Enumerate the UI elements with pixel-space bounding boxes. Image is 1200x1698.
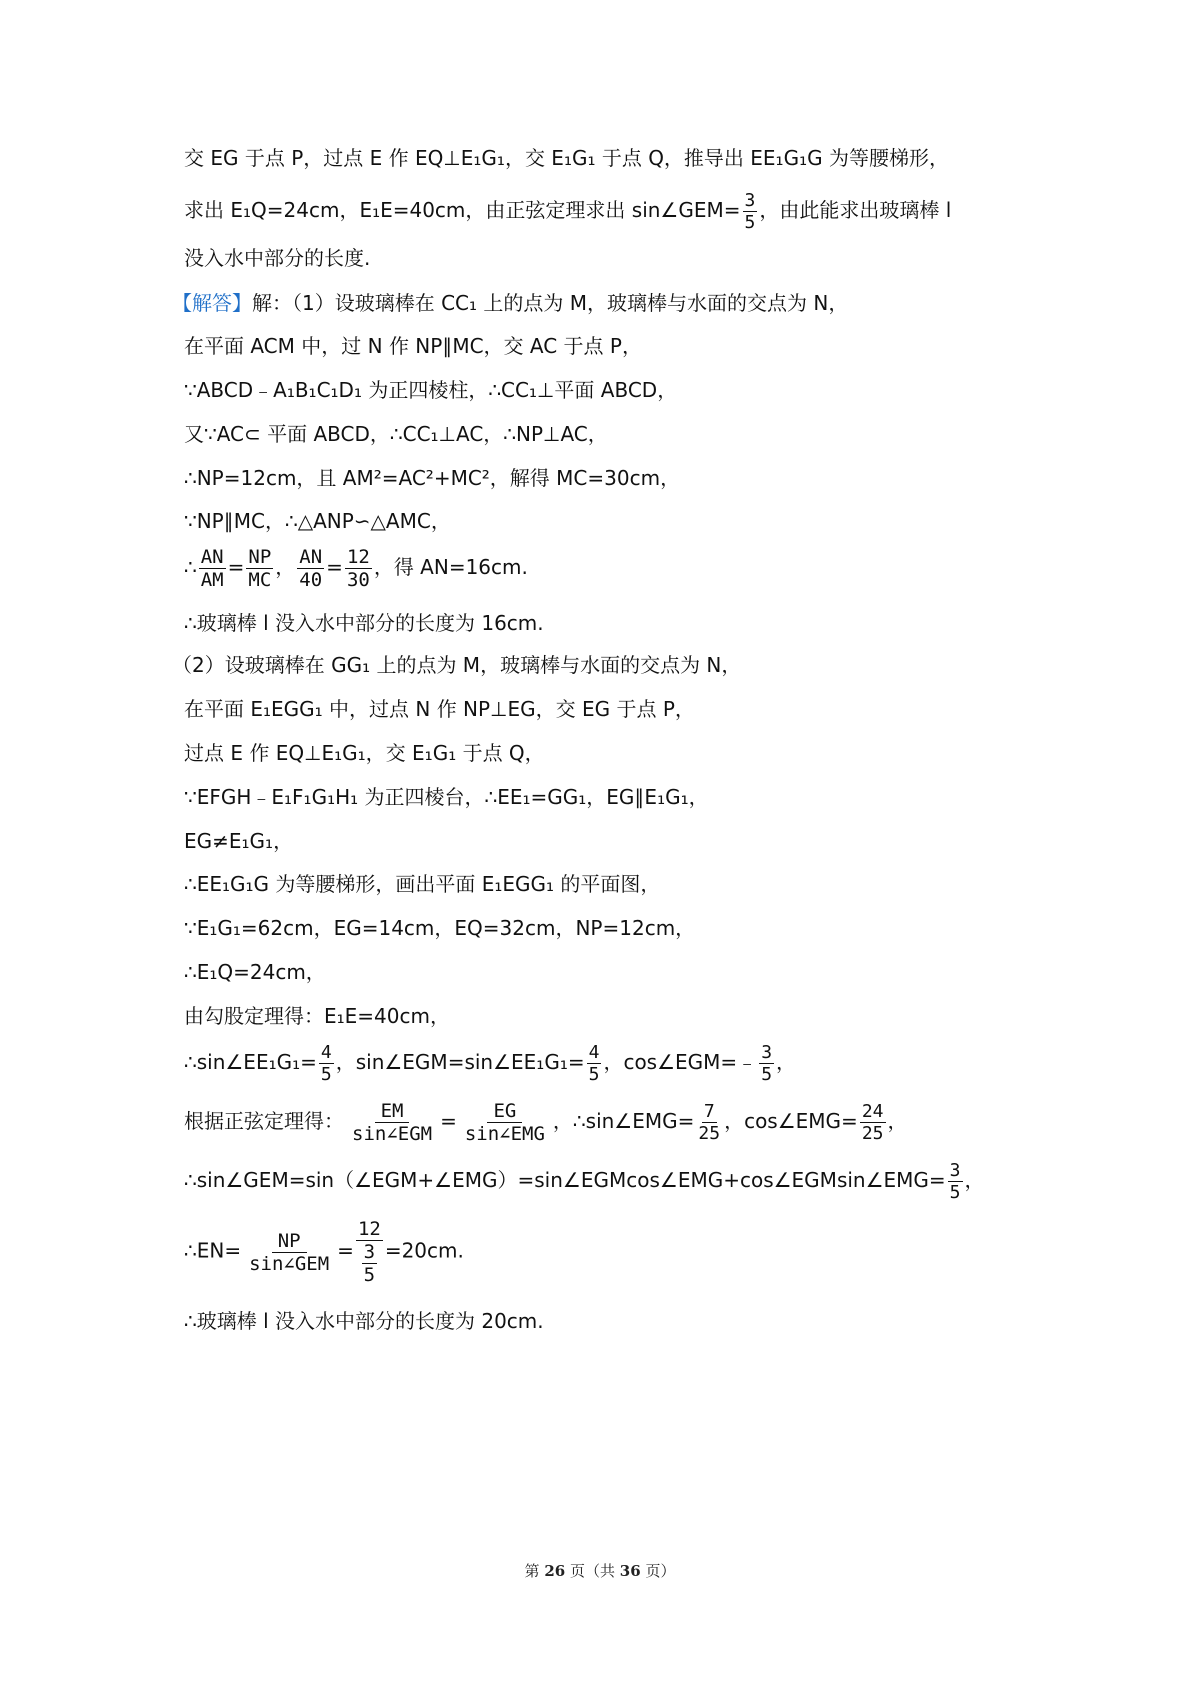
text-line: 求出 E₁Q=24cm，E₁E=40cm，由正弦定理求出 sin∠GEM= $\frac{3}{5}$ ，由此能求出玻璃棒 l — [184, 190, 952, 233]
fraction: $\frac{EG}{\text{sin∠EMG}}$ — [464, 1100, 545, 1145]
text-line: ∵EFGH﹣E₁F₁G₁H₁ 为正四棱台，∴EE₁=GG₁，EG∥E₁G₁， — [184, 785, 709, 809]
text-line: ∴玻璃棒 l 没入水中部分的长度为 16cm. — [184, 611, 544, 635]
answer-label: 【解答】 — [172, 291, 252, 315]
text-line: ∵E₁G₁=62cm，EG=14cm，EQ=32cm，NP=12cm， — [184, 916, 696, 940]
nested-fraction: $\frac{12}{\frac{3}{5}}$ — [357, 1218, 381, 1286]
fraction: $\frac{NP}{\text{sin∠GEM}}$ — [249, 1229, 330, 1275]
text-line: ∴E₁Q=24cm， — [184, 960, 326, 984]
text-line: EG≠E₁G₁， — [184, 829, 294, 853]
fraction: $\frac{24}{25}$ — [861, 1101, 884, 1144]
page-total: 36 — [619, 1562, 641, 1580]
fraction: $\frac{EM}{\text{sin∠EGM}}$ — [352, 1100, 433, 1145]
text-line: ∵ABCD﹣A₁B₁C₁D₁ 为正四棱柱，∴CC₁⊥平面 ABCD， — [184, 378, 678, 402]
fraction: $\frac{4}{5}$ — [320, 1042, 332, 1085]
page-number: 26 — [544, 1562, 566, 1580]
text-line: ∴sin∠EE₁G₁= $\frac{4}{5}$ ，sin∠EGM=sin∠EE₁G₁= $\frac{4}{5}$ ，cos∠EGM=﹣ $\frac{3}{5}$ ， — [184, 1042, 797, 1085]
text-line: 在平面 ACM 中，过 N 作 NP∥MC，交 AC 于点 P， — [184, 334, 642, 358]
text-line: 又∵AC⊂ 平面 ABCD，∴CC₁⊥AC，∴NP⊥AC， — [184, 422, 608, 446]
page-footer: 第 26 页（共 36 页） — [524, 1562, 676, 1580]
text-line: ∴ $\frac{AN}{AM}$ = $\frac{NP}{MC}$ ， $\frac{AN}{40}$ = $\frac{12}{30}$ ，得 AN=16cm. — [184, 546, 528, 591]
fraction: $\frac{AN}{40}$ — [299, 546, 323, 591]
text-line: 没入水中部分的长度. — [184, 246, 371, 270]
fraction: $\frac{12}{30}$ — [346, 546, 370, 591]
text-line: 由勾股定理得：E₁E=40cm， — [184, 1004, 450, 1028]
text-line: ∴sin∠GEM=sin（∠EGM+∠EMG）=sin∠EGMcos∠EMG+cos∠EGMsin∠EMG= $\frac{3}{5}$ ， — [184, 1160, 985, 1203]
fraction: $\frac{NP}{MC}$ — [248, 546, 272, 591]
fraction: $\frac{4}{5}$ — [588, 1042, 600, 1085]
fraction: $\frac{7}{25}$ — [698, 1101, 721, 1144]
text-line: ∵NP∥MC，∴△ANP∽△AMC， — [184, 509, 451, 533]
text-line: （2）设玻璃棒在 GG₁ 上的点为 M，玻璃棒与水面的交点为 N， — [172, 653, 742, 677]
text-line: 【解答】解：（1）设玻璃棒在 CC₁ 上的点为 M，玻璃棒与水面的交点为 N， — [172, 291, 849, 315]
text-line: ∴NP=12cm，且 AM²=AC²+MC²，解得 MC=30cm， — [184, 466, 681, 490]
text-line: ∴EE₁G₁G 为等腰梯形，画出平面 E₁EGG₁ 的平面图， — [184, 872, 661, 896]
fraction: $\frac{3}{5}$ — [744, 190, 756, 233]
text-line: 在平面 E₁EGG₁ 中，过点 N 作 NP⊥EG，交 EG 于点 P， — [184, 697, 695, 721]
fraction: $\frac{3}{5}$ — [761, 1042, 773, 1085]
fraction: $\frac{AN}{AM}$ — [200, 546, 224, 591]
text-line: ∴EN= $\frac{NP}{\text{sin∠GEM}}$ = $\frac{12}{\frac{3}{5}}$ =20cm. — [184, 1218, 464, 1286]
text-line: 根据正弦定理得： $\frac{EM}{\text{sin∠EGM}}$ = $\frac{EG}{\text{sin∠EMG}}$ ，∴sin∠EMG= $\frac{7}{25}$ ，cos∠EMG= $\frac{24}{25}$ ， — [184, 1100, 908, 1145]
text-line: ∴玻璃棒 l 没入水中部分的长度为 20cm. — [184, 1309, 544, 1333]
fraction: $\frac{3}{5}$ — [949, 1160, 961, 1203]
text-line: 过点 E 作 EQ⊥E₁G₁，交 E₁G₁ 于点 Q， — [184, 741, 545, 765]
text-line: 交 EG 于点 P，过点 E 作 EQ⊥E₁G₁，交 E₁G₁ 于点 Q，推导出 EE₁G₁G 为等腰梯形， — [184, 146, 949, 170]
